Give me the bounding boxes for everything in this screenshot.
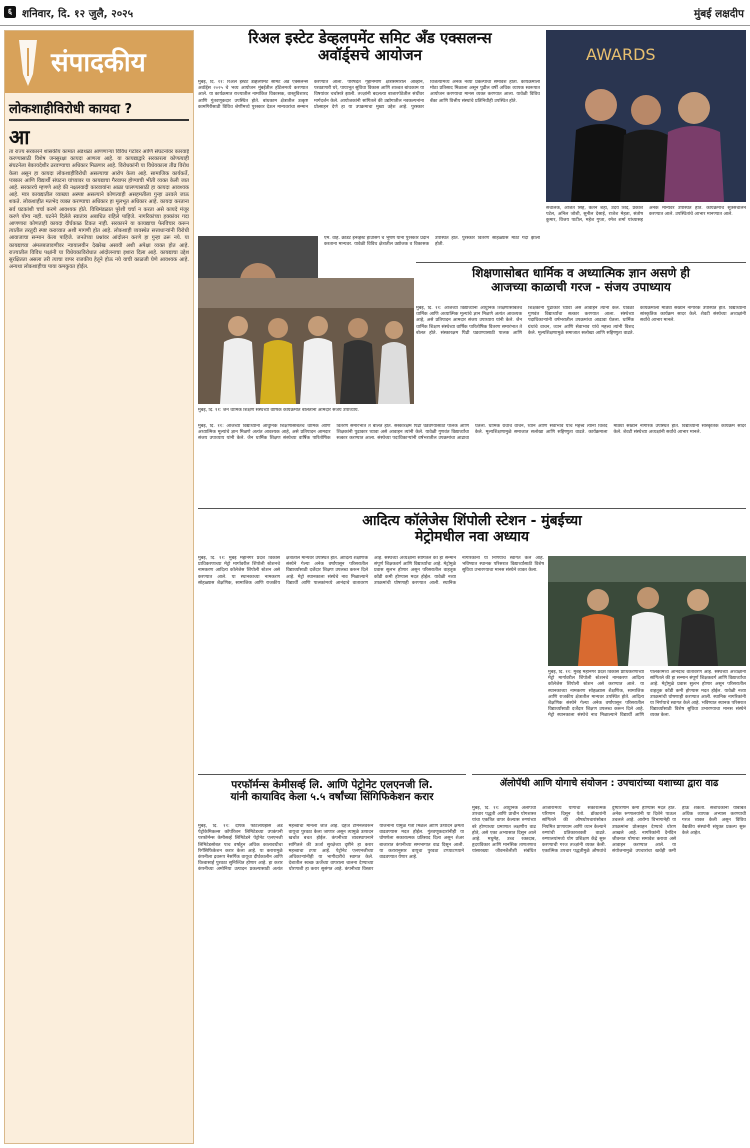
headline-underline: [9, 119, 189, 121]
article3-headline: [198, 508, 746, 552]
article3-body: मुंबई, दि. ११: मुंबई महानगर प्रदेश विकास प्राधिकरणाच्या मेट्रो मार्गावरील शिंपोली स्टेशनचे नामकरण आदित्य कॉलेजेस शिंपोली स्टेशन असे करण्यात आले. या स्थानकाच्या नामकरण सोहळ्यास शैक्षणिक, सामाजिक आणि राजकीय क्षेत्रातील मान्यवर उपस्थित होते. आदित्य शैक्षणिक संस्थेने गेल्या अनेक वर्षांपासून परिसरातील विद्यार्थ्यांसाठी दर्जेदार शिक्षण उपलब्ध करून दिले आहे. मेट्रो स्थानकाला संस्थेचे नाव मिळाल्याने विद्यार्थी आणि पालकांमध्ये आनंदाचे वातावरण आहे. संस्थेच्या अध्यक्षांनी सांगितले की हा सन्मान संपूर्ण शिक्षकवर्ग आणि विद्यार्थ्यांचा आहे. मेट्रोमुळे प्रवास सुलभ होणार असून परिसरातील वाहतूक कोंडी कमी होण्यास मदत होईल. यावेळी नव्या उपक्रमांची घोषणाही करण्यात आली. स्थानिक नागरिकांनी या निर्णयाचे स्वागत केले आहे. भविष्यात स्थानक परिसरात विद्यार्थ्यांसाठी विशेष सुविधा उभारण्याचा मानस संस्थेने व्यक्त केला.: [198, 556, 544, 586]
page-header: [0, 0, 750, 26]
article2-body: मुंबई, दि. ११: आजच्या विद्यार्थ्यांना आधुनिक शिक्षणासोबतच धार्मिक आणि अध्यात्मिक मूल्यांचे ज्ञान मिळणे अत्यंत आवश्यक आहे, असे प्रतिपादन आमदार संजय उपाध्याय यांनी केले. जैन धार्मिक शिक्षण संस्थेच्या वार्षिक पारितोषिक वितरण समारंभात ते बोलत होते. संस्कारक्षम पिढी घडवण्यासाठी पालक आणि शिक्षकांनी पुढाकार घ्यावा असे आवाहन त्यांनी केले. यावेळी गुणवंत विद्यार्थ्यांचा सत्कार करण्यात आला. संस्थेच्या पदाधिकाऱ्यांनी वर्षभरातील उपक्रमांचा आढावा घेतला. धार्मिक ग्रंथांचे वाचन, ध्यान आणि सेवाभाव यांचे महत्त्व त्यांनी विशद केले. मूल्यशिक्षणामुळे समाजात सलोखा आणि सहिष्णुता वाढते. कार्यक्रमाला मोठ्या संख्येने नागरिक उपस्थित होते. विद्यार्थ्यांनी सांस्कृतिक कार्यक्रम सादर केले. शेवटी संस्थेच्या अध्यक्षांनी सर्वांचे आभार मानले.: [198, 424, 746, 442]
article2-photo: [198, 278, 414, 404]
article4-headline: [198, 774, 466, 820]
article2-body-right: मुंबई, दि. ११: आजच्या विद्यार्थ्यांना आधुनिक शिक्षणासोबतच धार्मिक आणि अध्यात्मिक मूल्यांचे ज्ञान मिळणे अत्यंत आवश्यक आहे, असे प्रतिपादन आमदार संजय उपाध्याय यांनी केले. जैन धार्मिक शिक्षण संस्थेच्या वार्षिक पारितोषिक वितरण समारंभात ते बोलत होते. संस्कारक्षम पिढी घडवण्यासाठी पालक आणि शिक्षकांनी पुढाकार घ्यावा असे आवाहन त्यांनी केले. यावेळी गुणवंत विद्यार्थ्यांचा सत्कार करण्यात आला. संस्थेच्या पदाधिकाऱ्यांनी वर्षभरातील उपक्रमांचा आढावा घेतला. धार्मिक ग्रंथांचे वाचन, ध्यान आणि सेवाभाव यांचे महत्त्व त्यांनी विशद केले. मूल्यशिक्षणामुळे समाजात सलोखा आणि सहिष्णुता वाढते. कार्यक्रमाला मोठ्या संख्येने नागरिक उपस्थित होते. विद्यार्थ्यांनी सांस्कृतिक कार्यक्रम सादर केले. शेवटी संस्थेच्या अध्यक्षांनी सर्वांचे आभार मानले.: [416, 306, 746, 336]
article3-headline-line1: आदित्य कॉलेजेस शिंपोली स्टेशन - मुंबईच्या: [362, 513, 582, 529]
article1-side-text: संचालक, अजित सिंह, केतन शहा, उदय शिंदे, प्रकाश पटेल, अनिल जोशी, सुनील देसाई, राजेश मेहता, संतोष कुमार, विजय पाटील, महेश गुप्ता, रमेश शर्मा यांच्यासह अनेक मान्यवर उपस्थित होते. कार्यक्रमाचे सूत्रसंचालन करण्यात आले. उपस्थितांचे आभार मानण्यात आले.: [546, 206, 746, 224]
article3-headline-line2: मेट्रोमधील नवा अध्याय: [415, 529, 529, 546]
svg-text:AWARDS: AWARDS: [586, 45, 656, 64]
article2-headline-line2: आजच्या काळाची गरज - संजय उपाध्याय: [491, 279, 671, 294]
article1-headline: [198, 30, 542, 76]
issue-date: शनिवार, दि. १२ जुलै, २०२५: [22, 8, 134, 20]
article1-body: मुंबई, दि. ११: रिअल इस्टेट डेव्हलपमेंट समिट ॲंड एक्सलन्स अवॉर्ड्स २०२५ चे भव्य आयोजन मुंबईतील हॉटेलमध्ये करण्यात आले. या कार्यक्रमात राज्यातील नामांकित विकासक, वास्तुविशारद आणि गुंतवणूकदार उपस्थित होते. बांधकाम क्षेत्रातील उत्कृष्ट कामगिरीसाठी विविध श्रेणींमध्ये पुरस्कार देऊन मान्यवरांचा सन्मान करण्यात आला. परिषदेत गृहनिर्माण क्षेत्रासमोरील आव्हाने, परवडणारी घरे, पायाभूत सुविधा विकास आणि शाश्वत बांधकाम या विषयांवर चर्चासत्रे झाली. तज्ज्ञांनी बदलत्या बाजारपेठेतील संधींवर मार्गदर्शन केले. आयोजकांनी सांगितले की उद्योगातील नवकल्पनांना प्रोत्साहन देणे हा या उपक्रमाचा मुख्य उद्देश आहे. पुरस्कार विजेत्यांमध्ये अनेक नव्या प्रकल्पांचा समावेश होता. कार्यक्रमाला मोठा प्रतिसाद मिळाला असून पुढील वर्षी अधिक व्यापक स्वरूपात आयोजन करण्याचा मानस व्यक्त करण्यात आला. यावेळी विविध बँका आणि वित्तीय संस्थांचे प्रतिनिधीही उपस्थित होते.: [198, 80, 540, 110]
article4-body: मुंबई, दि. ११: दीपक फर्टिलायझर्स ॲंड पेट्रोकेमिकल्स कॉर्पोरेशन लिमिटेडच्या उपकंपनी परफॉर्मन्स केमीसर्व्ह लिमिटेडने पेट्रोनेट एलएनजी लिमिटेडसोबत पाच वर्षांहून अधिक कालावधीचा रिगॅसिफिकेशन करार केला आहे. या करारामुळे कंपनीला द्रवरूप नैसर्गिक वायूचा दीर्घकालीन आणि विश्वासार्ह पुरवठा सुनिश्चित होणार आहे. हा करार कंपनीच्या अमोनिया उत्पादन प्रकल्पासाठी अत्यंत महत्त्वाचा मानला जात आहे. दहेज टर्मिनलवरून वायूचा पुरवठा केला जाणार असून त्यामुळे उत्पादन खर्चात बचत होईल. कंपनीच्या व्यवस्थापनाने सांगितले की ऊर्जा सुरक्षेच्या दृष्टीने हा करार महत्त्वाचा टप्पा आहे. पेट्रोनेट एलएनजीच्या अधिकाऱ्यांनीही या भागीदारीचे स्वागत केले. देशातील स्वच्छ ऊर्जेच्या वापराला चालना देण्याच्या धोरणाशी हा करार सुसंगत आहे. कंपनीच्या विस्तार योजनांना यामुळे गती मिळेल आणि उत्पादन क्षमता वाढवण्यास मदत होईल. गुंतवणूकदारांनीही या घोषणेला सकारात्मक प्रतिसाद दिला असून शेअर बाजारात कंपनीच्या समभागात वाढ दिसून आली. या करारानुसार वायूचा पुरवठा टप्प्याटप्प्याने वाढवण्यात येणार आहे.: [198, 824, 464, 873]
article1-body-lower: एम. वाह. क्रेडिट इनव्हेस्ट हाउसिंग चे भूषण यांना पुरस्कार प्रदान करताना मान्यवर. यावेळी विविध क्षेत्रातील उद्योजक व विकासक उपस्थित होते. पुरस्कार वितरण सोहळ्यास मोठी गर्दी झाली होती.: [324, 236, 540, 248]
newspaper-name: मुंबई लक्षदीप: [694, 8, 744, 20]
editorial-headline: लोकशाहीविरोधी कायदा ?: [9, 102, 133, 117]
article4-headline-line2: यांनी कायाविद केला ५.५ वर्षांच्या सिंगिफिकेशन करार: [230, 791, 434, 804]
pen-icon: [11, 36, 45, 88]
page-number: ६: [4, 6, 16, 18]
article2-headline: [416, 262, 746, 302]
article2-headline-line1: शिक्षणासोबत धार्मिक व अध्यात्मिक ज्ञान असणे ही: [472, 266, 690, 280]
article3-body-right: मुंबई, दि. ११: मुंबई महानगर प्रदेश विकास प्राधिकरणाच्या मेट्रो मार्गावरील शिंपोली स्टेशनचे नामकरण आदित्य कॉलेजेस शिंपोली स्टेशन असे करण्यात आले. या स्थानकाच्या नामकरण सोहळ्यास शैक्षणिक, सामाजिक आणि राजकीय क्षेत्रातील मान्यवर उपस्थित होते. आदित्य शैक्षणिक संस्थेने गेल्या अनेक वर्षांपासून परिसरातील विद्यार्थ्यांसाठी दर्जेदार शिक्षण उपलब्ध करून दिले आहे. मेट्रो स्थानकाला संस्थेचे नाव मिळाल्याने विद्यार्थी आणि पालकांमध्ये आनंदाचे वातावरण आहे. संस्थेच्या अध्यक्षांनी सांगितले की हा सन्मान संपूर्ण शिक्षकवर्ग आणि विद्यार्थ्यांचा आहे. मेट्रोमुळे प्रवास सुलभ होणार असून परिसरातील वाहतूक कोंडी कमी होण्यास मदत होईल. यावेळी नव्या उपक्रमांची घोषणाही करण्यात आली. स्थानिक नागरिकांनी या निर्णयाचे स्वागत केले आहे. भविष्यात स्थानक परिसरात विद्यार्थ्यांसाठी विशेष सुविधा उभारण्याचा मानस संस्थेने व्यक्त केला.: [548, 670, 746, 719]
article5-body: मुंबई, दि. ११: आधुनिक ॲलोपॅथी उपचार पद्धती आणि प्राचीन योगशास्त्र यांचा एकत्रित वापर केल्यास रुग्णांच्या बरे होण्याच्या प्रमाणात लक्षणीय वाढ होते, असे एका अभ्यासात दिसून आले आहे. मधुमेह, उच्च रक्तदाब, हृदयविकार आणि मानसिक ताणतणाव यांसारख्या जीवनशैलीशी संबंधित आजारांमध्ये योगाचा सकारात्मक परिणाम दिसून येतो. डॉक्टरांनी सांगितले की औषधोपचारांसोबत नियमित प्राणायाम आणि ध्यान केल्याने रुग्णांची प्रतिकारशक्ती वाढते. रुग्णालयांमध्ये योग प्रशिक्षण केंद्रे सुरू करण्याची गरज तज्ज्ञांनी व्यक्त केली. एकात्मिक उपचार पद्धतीमुळे औषधांचे दुष्परिणाम कमी होण्यास मदत होते. अनेक रुग्णालयांनी या दिशेने पाऊल उचलले आहे. आरोग्य विभागानेही या उपक्रमांना प्रोत्साहन देण्याचे धोरण आखले आहे. नागरिकांनी दैनंदिन जीवनात योगाचा समावेश करावा असे आवाहन करण्यात आले. या संयोजनामुळे उपचारांचा खर्चही कमी होऊ शकतो. संशोधकांनी याबाबत अधिक व्यापक अभ्यास करण्याची गरज व्यक्त केली असून विविध वैद्यकीय संस्थांनी संयुक्त प्रकल्प सुरू केले आहेत.: [472, 806, 746, 855]
editorial-sidebar: [4, 30, 194, 1144]
article1-headline-line1: रिअल इस्टेट डेव्हलपमेंट समिट ॲंड एक्सलन्स: [248, 29, 492, 47]
article2-caption: मुंबई, दि. ११: जैन धार्मिक शिक्षण संस्थेच्या वार्षिक कार्यक्रमात बोलताना आमदार संजय उपाध्याय.: [198, 408, 360, 413]
editorial-body: ता राज्य सरकारने शासकीय कामात अडथळा आणणाऱ्या विविध गटांवर आणि संघटनांवर कारवाई करण्यासाठी विशेष जनसुरक्षा कायदा आणला आहे. या कायद्याद्वारे सरकारला कोणत्याही संघटनेला बेकायदेशीर ठरवण्याचा अधिकार मिळणार आहे. विरोधकांनी या विधेयकाला तीव्र विरोध केला असून हा कायदा लोकशाहीविरोधी असल्याचा आरोप केला आहे. सामाजिक कार्यकर्ते, पत्रकार आणि विद्यार्थी संघटना यांच्यावर या कायद्याचा गैरवापर होण्याची भीती व्यक्त केली जात आहे. सरकारचे म्हणणे आहे की नक्षलवादी कारवायांना आळा घालण्यासाठी हा कायदा आवश्यक आहे. मात्र कायद्यातील व्याख्या अस्पष्ट असल्याने कोणत्याही असहमतीला गुन्हा ठरवले जाऊ शकते. लोकशाहीत मतभेद व्यक्त करण्याचा अधिकार हा मूलभूत अधिकार आहे. कायदा करताना सर्व घटकांशी चर्चा करणे आवश्यक होते. विधिमंडळात पुरेशी चर्चा न करता असे कायदे मंजूर करणे योग्य नाही. घटनेने दिलेले स्वातंत्र्य अबाधित राहिले पाहिजे. नागरिकांच्या हक्कांवर गदा आणणारा कोणताही कायदा दीर्घकाळ टिकत नाही. सरकारने या कायद्याचा फेरविचार करून त्यातील तरतुदी स्पष्ट कराव्यात अशी मागणी होत आहे. लोकशाही व्यवस्थेत सत्ताधाऱ्यांनी विरोधी आवाजाचा सन्मान केला पाहिजे. जनतेच्या प्रश्नांवर आंदोलन करणे हा गुन्हा ठरू नये. या कायद्याच्या अंमलबजावणीवर न्यायालयीन देखरेख असावी अशी अपेक्षा व्यक्त होत आहे. राज्यातील विविध पक्षांनी या विधेयकाविरोधात आंदोलनाचा इशारा दिला आहे. कायद्याचा उद्देश सुरक्षितता असला तरी त्याचा वापर राजकीय हेतूने होऊ नये याची काळजी घेणे आवश्यक आहे. अन्यथा लोकशाहीचा पाया कमकुवत होईल.: [9, 149, 189, 271]
article1-photo-right: [546, 30, 746, 202]
editorial-banner: [5, 31, 193, 93]
article1-headline-line2: अवॉर्ड्सचे आयोजन: [318, 46, 422, 65]
article5-headline: ॲलोपॅथी आणि योगाचे संयोजन : उपचारांच्या यशाच्या द्वारा वाढ: [472, 774, 746, 802]
editorial-title: संपादकीय: [51, 48, 146, 78]
article4-headline-line1: परफॉर्मन्स केमीसर्व्ह लि. आणि पेट्रोनेट एलएनजी लि.: [231, 779, 433, 791]
article3-photo: [548, 556, 746, 666]
dropcap: आ: [9, 125, 30, 149]
